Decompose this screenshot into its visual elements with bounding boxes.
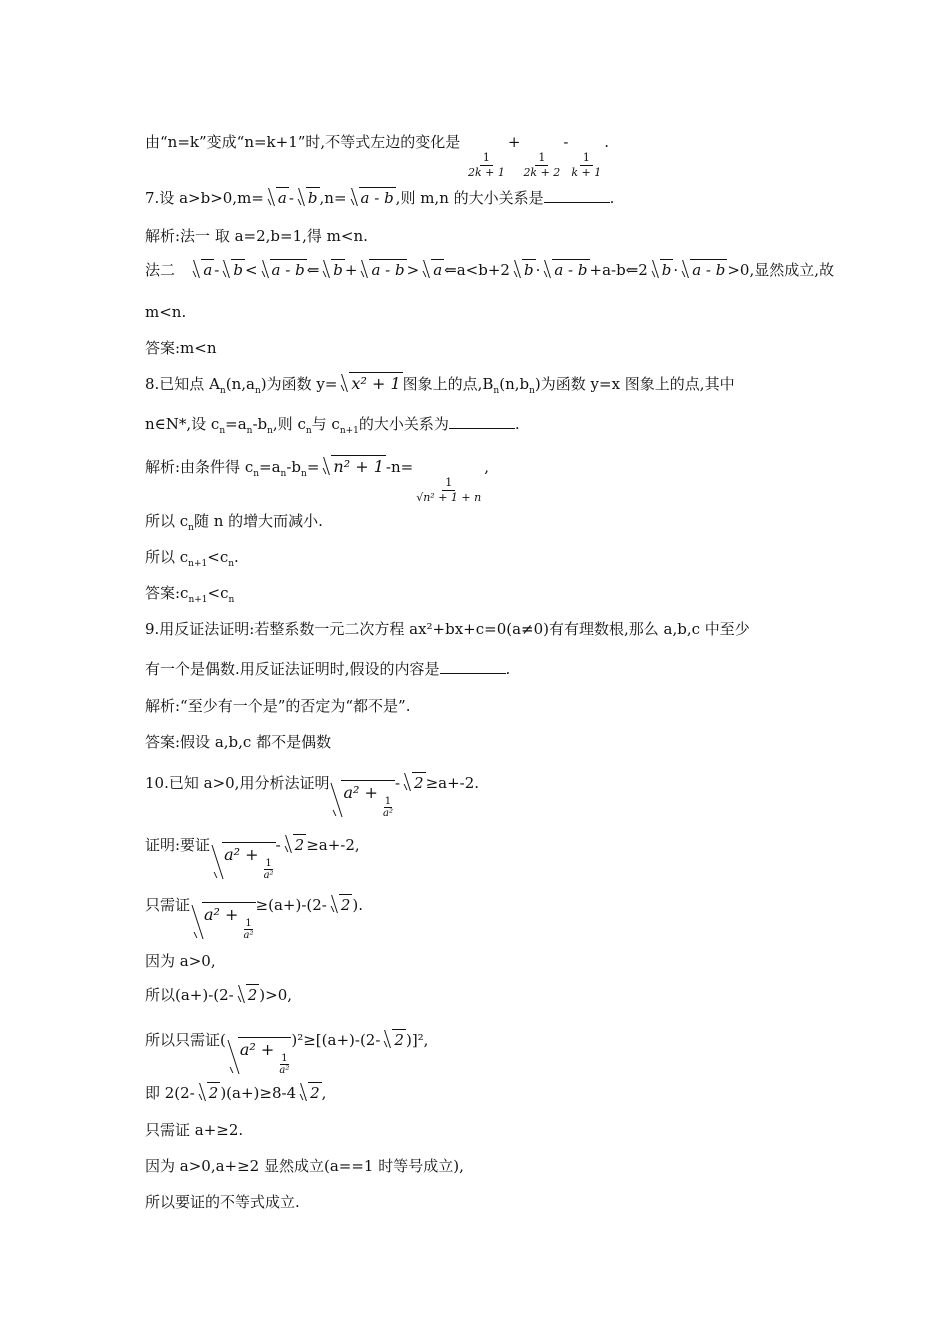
q7-answer: 答案:m<n: [145, 339, 217, 357]
fraction: $\frac{1}{k + 1}$: [571, 151, 602, 179]
proof-line-4: 所以(a+)-(2- 2 )>0,: [145, 986, 293, 1004]
q8-analysis-1: 解析:由条件得 $c_n=a_n-b_n= n^2 + 1$ -n= $\frac{1}{\text{√n² + 1 + n}}$ ,: [145, 457, 489, 504]
proof-line-7: 只需证 a+≥2.: [145, 1121, 244, 1139]
q9-analysis: 解析:“至少有一个是”的否定为“都不是”.: [145, 697, 411, 715]
proof-line-9: 所以要证的不等式成立.: [145, 1193, 300, 1211]
question-8-line-2: n∈N*,设 $c_n=a_n-b_n$,则 $c_n$与 $c_{n+1}$的大小关系为 .: [145, 415, 520, 436]
question-8-line-1: 8.已知点 $A_n(n,a_n)$为函数 y= x² + 1 图象上的点$,B_n(n,b_n)$为函数 y=x 图象上的点,其中: [145, 374, 735, 396]
answer-blank: [440, 659, 506, 674]
q7-analysis-2: 法二 a - b < a - b ⇐ b + a - b > a ⇐a<b+2 b · a - b +a-b⇐2 b · a - b >0,显然成立,故: [145, 261, 834, 279]
question-10: 10.已知 a>0,用分析法证明 a² + $\frac{1}{\text{a²}}$ - 2 ≥a+-2.: [145, 774, 480, 819]
q8-answer: 答案$:c_{n+1}<c_n$: [145, 584, 235, 605]
proof-line-3: 因为 a>0,: [145, 952, 216, 970]
proof-line-8: 因为 a>0,a+≥2 显然成立(a==1 时等号成立),: [145, 1157, 464, 1175]
fraction: $\frac{1}{2k + 2}$: [523, 151, 561, 179]
q7-analysis-3: m<n.: [145, 303, 187, 321]
proof-line-6: 即 2(2- 2 )(a+)≥8-4 2 ,: [145, 1084, 327, 1102]
line-change: 由“n=k”变成“n=k+1”时,不等式左边的变化是 $\frac{1}{2k + 1}$ + $\frac{1}{2k + 2}$ - $\frac{1}{k + 1}$ .: [145, 133, 610, 179]
answer-blank: [544, 188, 610, 203]
q9-answer: 答案:假设 a,b,c 都不是偶数: [145, 733, 332, 751]
proof-line-5: 所以只需证( a² + $\frac{1}{\text{a²}}$ )²≥[(a+)-(2- 2 )]²,: [145, 1031, 429, 1076]
question-9-line-2: 有一个是偶数.用反证法证明时,假设的内容是 .: [145, 660, 511, 678]
q8-analysis-3: 所以 $c_{n+1}<c_n$.: [145, 548, 239, 569]
proof-line-1: 证明:要证 a² + $\frac{1}{\text{a²}}$ - 2 ≥a+-2,: [145, 836, 360, 881]
proof-line-2: 只需证 a² + $\frac{1}{\text{a²}}$ ≥(a+)-(2- 2 ).: [145, 896, 364, 941]
question-9-line-1: 9.用反证法证明:若整系数一元二次方程 ax²+bx+c=0(a≠0)有有理数根,那么 a,b,c 中至少: [145, 620, 750, 638]
q7-analysis-1: 解析:法一 取 a=2,b=1,得 m<n.: [145, 227, 368, 245]
fraction: $\frac{1}{2k + 1}$: [467, 151, 505, 179]
fraction: $\frac{1}{\text{√n² + 1 + n}}$: [416, 476, 482, 504]
answer-blank: [449, 414, 515, 429]
question-7: 7.设 a>b>0,m= a - b ,n= a - b ,则 m,n 的大小关系是 .: [145, 189, 615, 207]
q8-analysis-2: 所以 $c_n$随 n 的增大而减小.: [145, 512, 323, 533]
